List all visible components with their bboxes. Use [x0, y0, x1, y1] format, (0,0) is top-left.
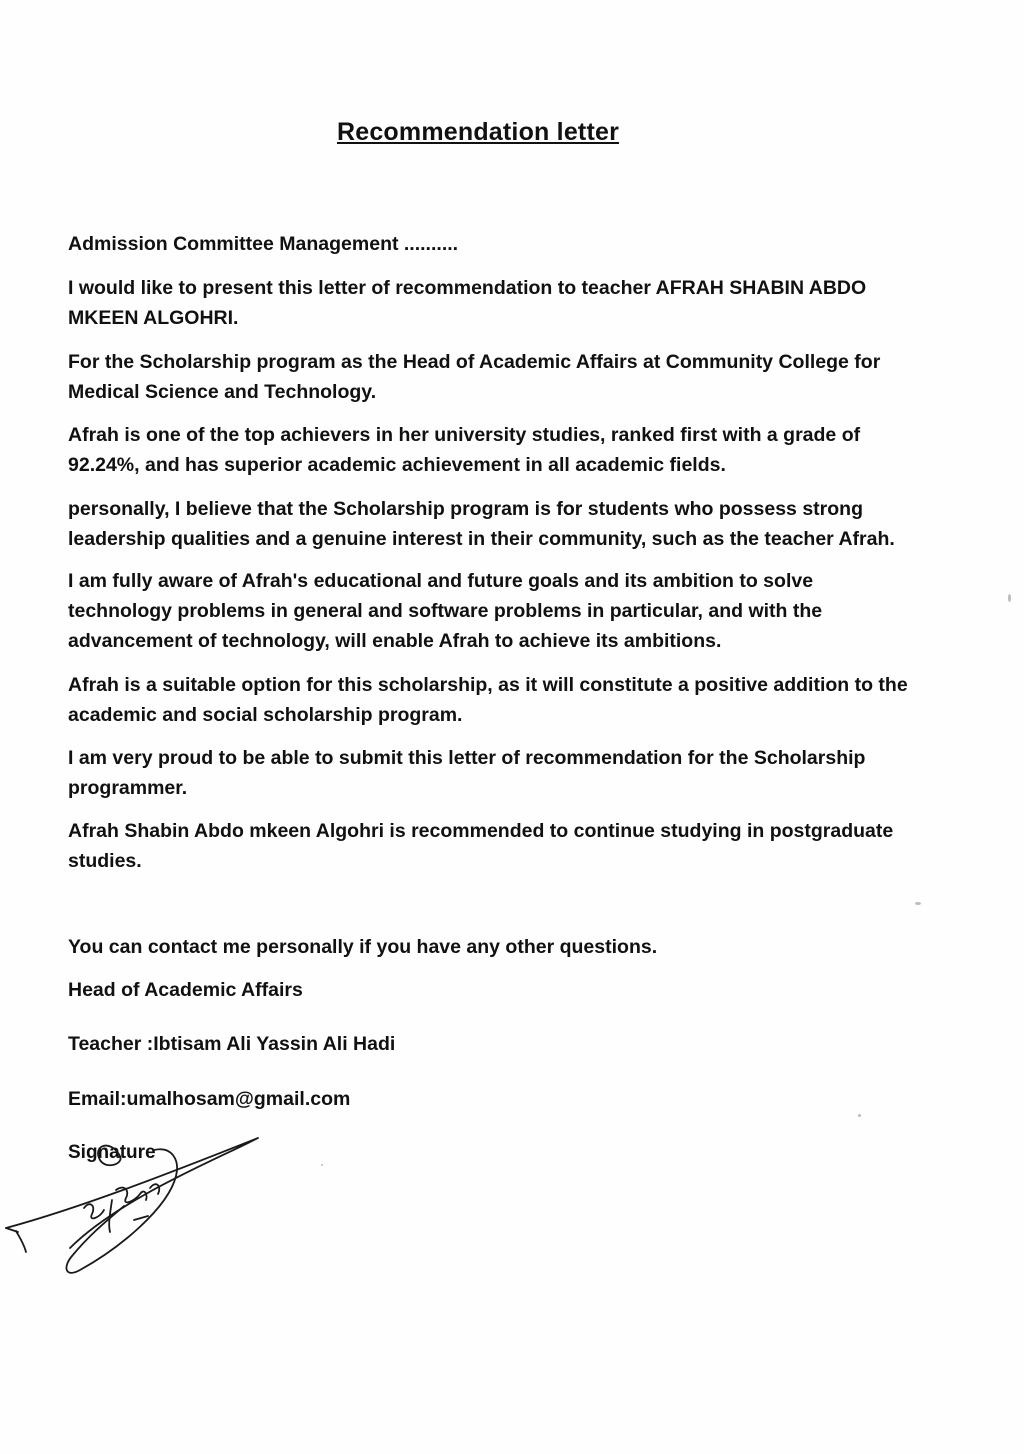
- paragraph-line: technology problems in general and software problems in particular, and with the: [68, 600, 823, 622]
- signature-label: Signature: [68, 1142, 156, 1163]
- scan-mark: [1008, 594, 1011, 602]
- paragraph-proud: [68, 743, 948, 803]
- paragraph-line: I am very proud to be able to submit this letter of recommendation for the Scholarship: [68, 747, 866, 769]
- paragraph-line: leadership qualities and a genuine interest in their community, such as the teacher Afrah.: [68, 528, 895, 550]
- paragraph-achievement: [68, 420, 948, 480]
- scan-mark: [321, 1164, 323, 1166]
- paragraph-line: advancement of technology, will enable Afrah to achieve its ambitions.: [68, 630, 722, 652]
- paragraph-line: Afrah Shabin Abdo mkeen Algohri is recommended to continue studying in postgraduate: [68, 820, 894, 842]
- scan-mark: [915, 902, 921, 905]
- email-line: Email:umalhosam@gmail.com: [68, 1088, 351, 1110]
- contact-line: You can contact me personally if you have any other questions.: [68, 936, 658, 958]
- paragraph-leadership: [68, 494, 948, 554]
- paragraph-line: personally, I believe that the Scholarship program is for students who possess strong: [68, 498, 863, 520]
- paragraph-line: academic and social scholarship program.: [68, 704, 463, 726]
- paragraph-recommendation: [68, 816, 948, 876]
- paragraph-line: Afrah is a suitable option for this scholarship, as it will constitute a positive addition to the: [68, 674, 908, 696]
- paragraph-goals: [68, 566, 948, 656]
- position-line: Head of Academic Affairs: [68, 979, 303, 1001]
- paragraph-line: Medical Science and Technology.: [68, 381, 377, 403]
- salutation: Admission Committee Management ..........: [68, 233, 459, 255]
- handwritten-signature: [0, 1128, 270, 1278]
- paragraph-intro: [68, 273, 948, 333]
- paragraph-line: programmer.: [68, 777, 188, 799]
- paragraph-line: Afrah is one of the top achievers in her university studies, ranked first with a grade of: [68, 424, 861, 446]
- scan-mark: [858, 1114, 861, 1117]
- paragraph-line: MKEEN ALGOHRI.: [68, 307, 239, 329]
- paragraph-line: studies.: [68, 850, 142, 872]
- paragraph-program: [68, 347, 948, 407]
- letter-title: Recommendation letter: [336, 118, 620, 146]
- paragraph-line: 92.24%, and has superior academic achievement in all academic fields.: [68, 454, 726, 476]
- paragraph-line: For the Scholarship program as the Head of Academic Affairs at Community College for: [68, 351, 881, 373]
- teacher-line: Teacher :Ibtisam Ali Yassin Ali Hadi: [68, 1033, 396, 1055]
- paragraph-line: I am fully aware of Afrah's educational and future goals and its ambition to solve: [68, 570, 814, 592]
- paragraph-suitability: [68, 670, 948, 730]
- paragraph-line: I would like to present this letter of recommendation to teacher AFRAH SHABIN ABDO: [68, 277, 867, 299]
